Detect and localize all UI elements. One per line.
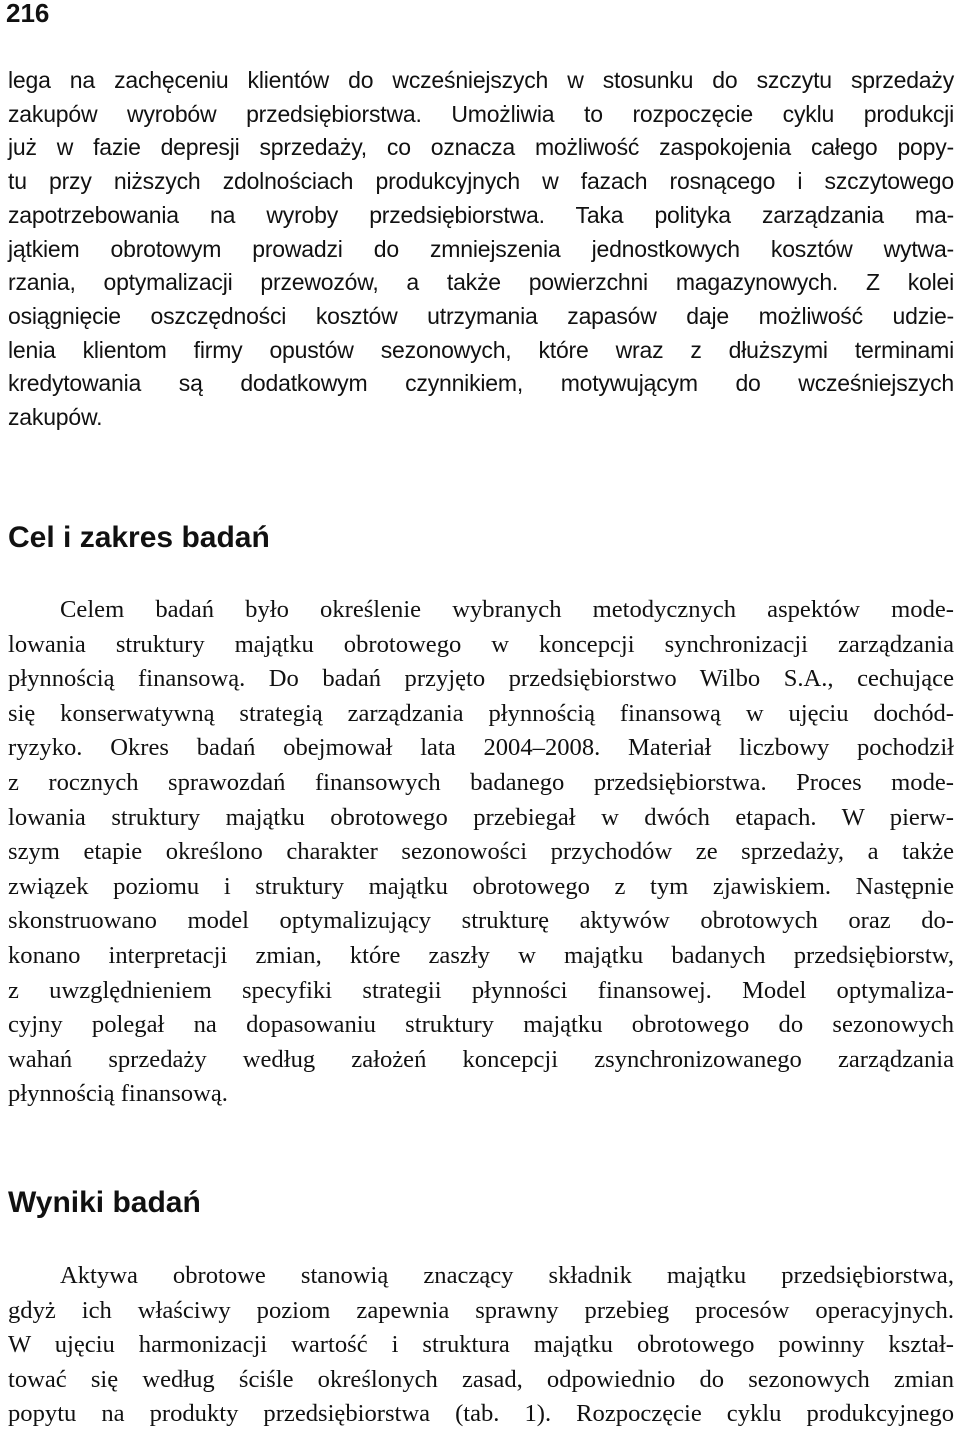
text-line: tu przy niższych zdolnościach produkcyjnych w fazach rosnącego i szczytowego — [8, 168, 954, 195]
text-line: z rocznych sprawozdań finansowych badanego przedsiębiorstwa. Proces mode- — [8, 768, 954, 796]
paragraph-goal — [8, 593, 954, 1112]
text-line: rzania, optymalizacji przewozów, a także powierzchni magazynowych. Z kolei — [8, 269, 954, 296]
text-line: związek poziomu i struktury majątku obrotowego z tym zjawiskiem. Następnie — [8, 872, 954, 900]
text-line: płynnością finansową. Do badań przyjęto przedsiębiorstwo Wilbo S.A., cechujące — [8, 665, 954, 693]
paragraph-intro — [8, 64, 954, 435]
text-line: Aktywa obrotowe stanowią znaczący składnik majątku przedsiębiorstwa, — [60, 1262, 954, 1289]
text-line: skonstruowano model optymalizujący strukturę aktywów obrotowych oraz do- — [8, 907, 954, 935]
text-line: ryzyko. Okres badań obejmował lata 2004–2008. Materiał liczbowy pochodził — [8, 734, 954, 762]
text-line: konano interpretacji zmian, które zaszły w majątku badanych przedsiębiorstw, — [8, 941, 954, 969]
paragraph-results — [8, 1259, 954, 1432]
text-line: lega na zachęceniu klientów do wcześniejszych w stosunku do szczytu sprzedaży — [8, 67, 954, 93]
text-line: lowania struktury majątku obrotowego w koncepcji synchronizacji zarządzania — [8, 630, 954, 658]
text-line: kredytowania są dodatkowym czynnikiem, motywującym do wcześniejszych — [8, 370, 954, 397]
text-line: zapotrzebowania na wyroby przedsiębiorstwa. Taka polityka zarządzania ma- — [8, 201, 954, 228]
text-line: już w fazie depresji sprzedaży, co oznacza możliwość zaspokojenia całego popy- — [8, 134, 954, 161]
text-line: płynnością finansową. — [8, 1080, 228, 1108]
text-line: zakupów. — [8, 404, 103, 431]
text-line: z uwzględnieniem specyfiki strategii płynności finansowej. Model optymaliza- — [8, 976, 954, 1004]
text-line: zakupów wyrobów przedsiębiorstwa. Umożliwia to rozpoczęcie cyklu produkcji — [8, 100, 954, 127]
section-heading-results: Wyniki badań — [8, 1186, 201, 1219]
text-line: wahań sprzedaży według założeń koncepcji zsynchronizowanego zarządzania — [8, 1045, 954, 1073]
text-line: jątkiem obrotowym prowadzi do zmniejszenia jednostkowych kosztów wytwa- — [8, 235, 954, 262]
text-line: W ujęciu harmonizacji wartość i struktura majątku obrotowego powinny kształ- — [8, 1331, 954, 1359]
text-line: lowania struktury majątku obrotowego przebiegał w dwóch etapach. W pierw- — [8, 803, 954, 831]
text-line: cyjny polegał na dopasowaniu struktury majątku obrotowego do sezonowych — [8, 1011, 954, 1039]
text-line: popytu na produkty przedsiębiorstwa (tab. 1). Rozpoczęcie cyklu produkcyjnego — [8, 1400, 954, 1428]
text-line: lenia klientom firmy opustów sezonowych, które wraz z dłuższymi terminami — [8, 336, 954, 363]
text-line: gdyż ich właściwy poziom zapewnia sprawny przebieg procesów operacyjnych. — [8, 1296, 954, 1324]
text-line: szym etapie określono charakter sezonowości przychodów ze sprzedaży, a także — [8, 838, 954, 866]
text-line: tować się według ściśle określonych zasad, odpowiednio do sezonowych zmian — [8, 1365, 954, 1393]
text-line: osiągnięcie oszczędności kosztów utrzymania zapasów daje możliwość udzie- — [8, 302, 954, 329]
section-heading-goal: Cel i zakres badań — [8, 521, 270, 554]
text-line: się konserwatywną strategią zarządzania płynnością finansową w ujęciu dochód- — [8, 699, 954, 727]
page-number: 216 — [6, 0, 50, 28]
text-line: Celem badań było określenie wybranych metodycznych aspektów mode- — [60, 596, 954, 623]
